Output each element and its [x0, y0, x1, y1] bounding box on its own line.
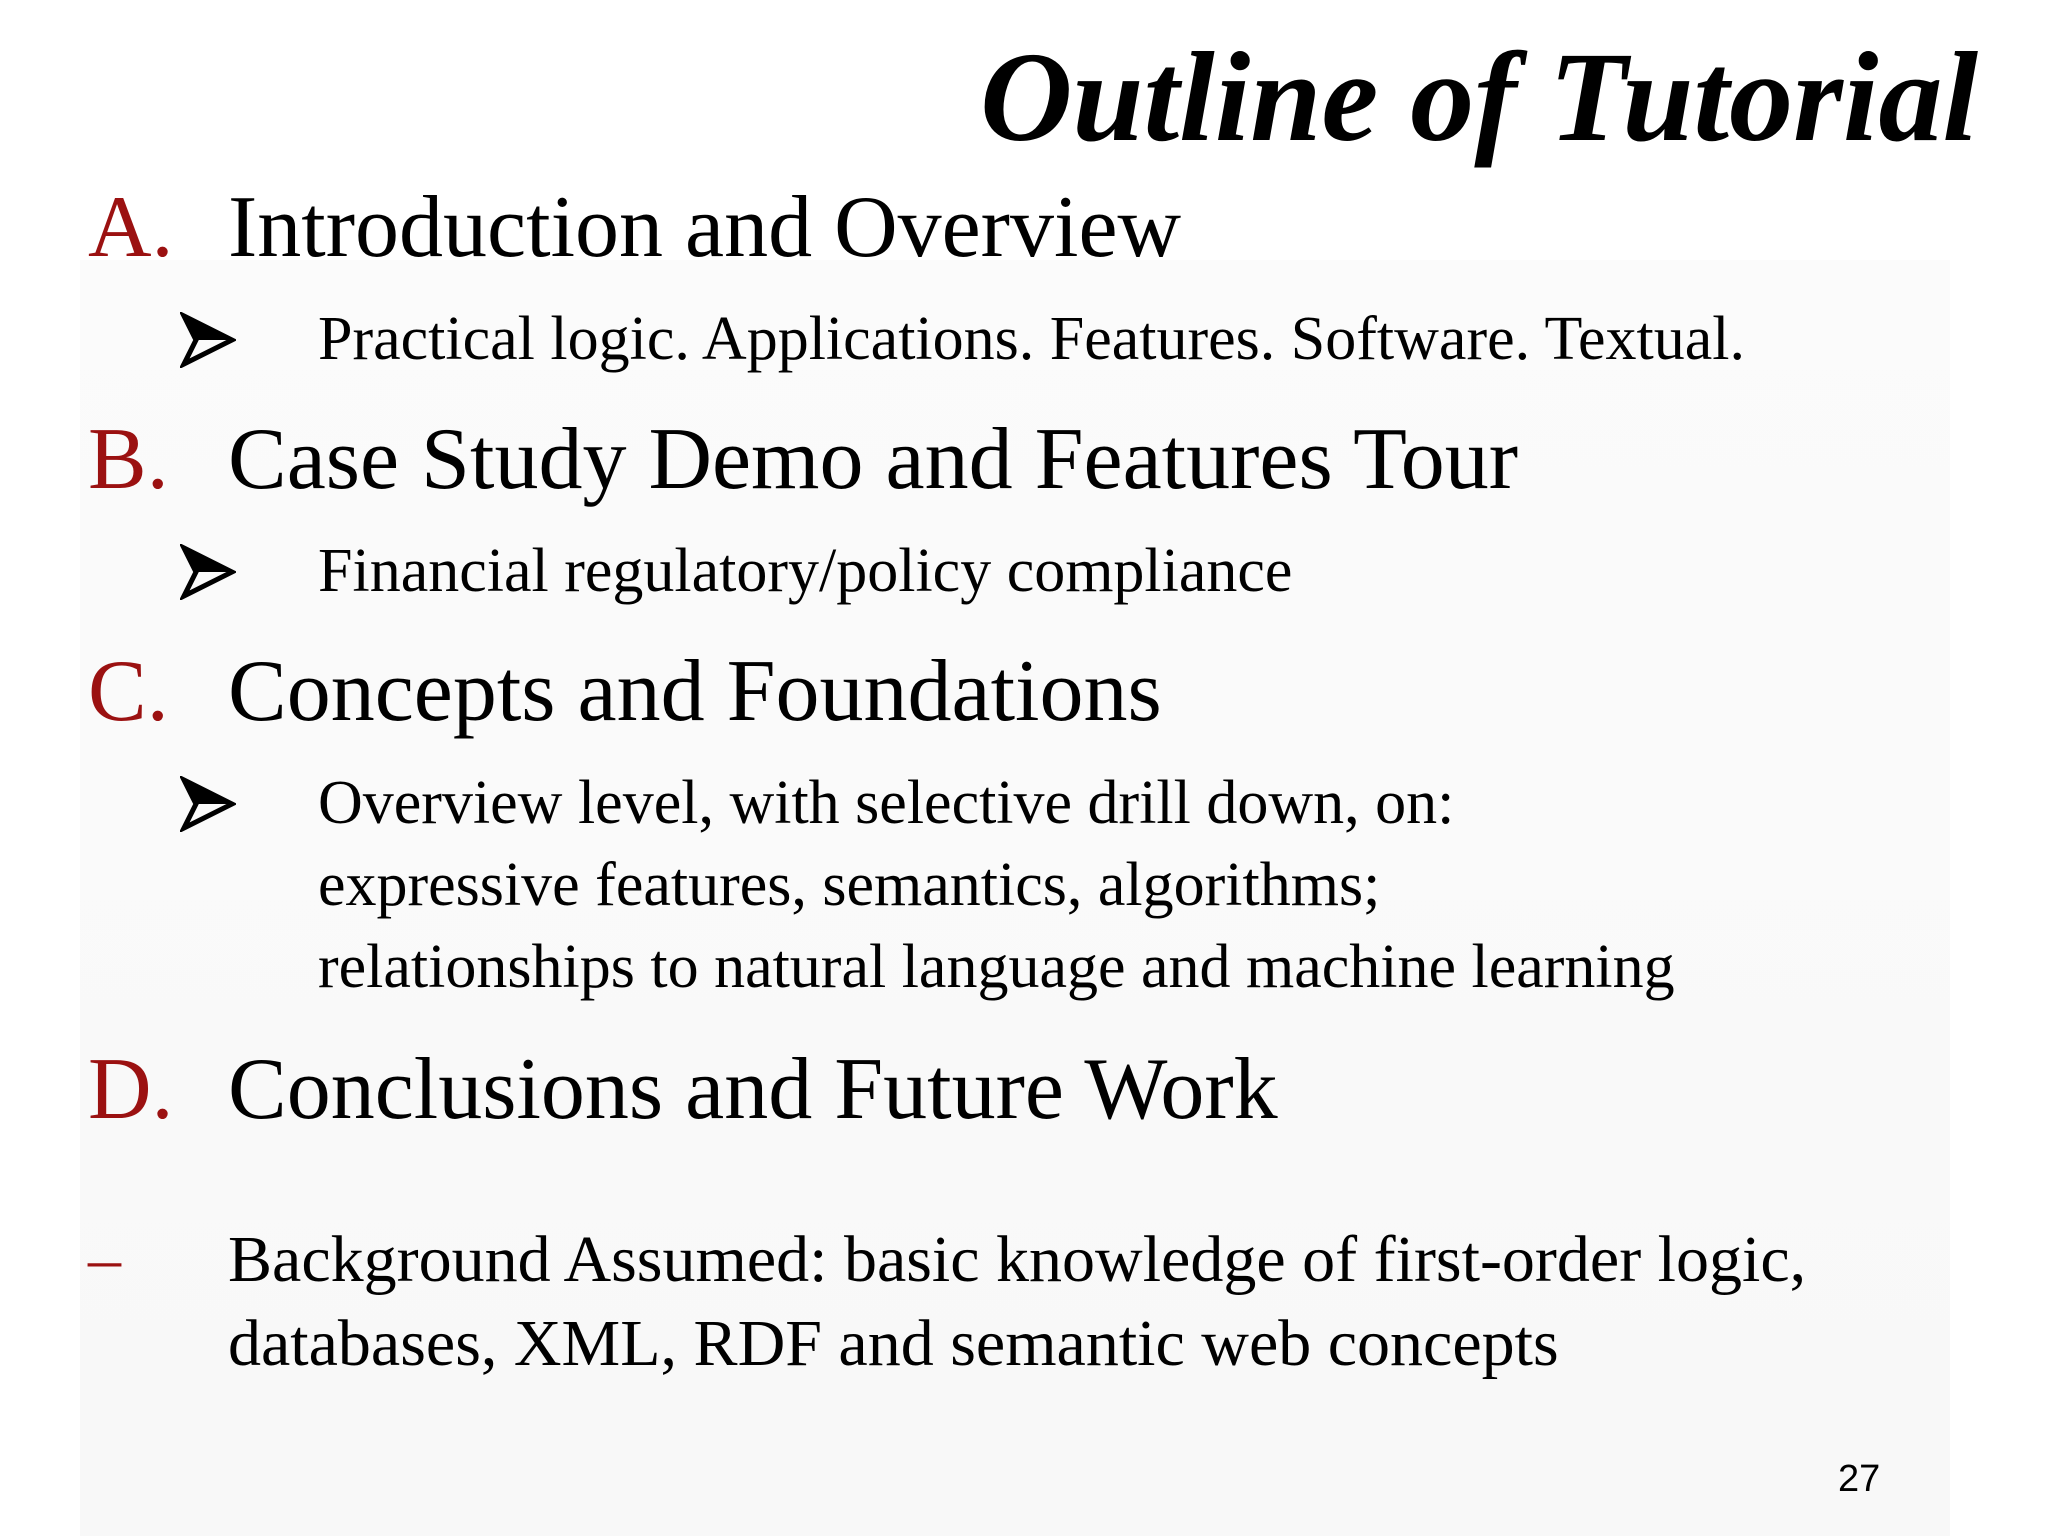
slide-title: Outline of Tutorial: [979, 26, 1978, 168]
bullet-line: relationships to natural language and machine learning: [318, 933, 1675, 1001]
note-line: Background Assumed: basic knowledge of first-order logic,: [228, 1223, 1807, 1296]
page-number: 27: [1838, 1458, 1881, 1500]
bullet-line: Overview level, with selective drill down, on:: [318, 769, 1455, 837]
arrowhead-bullet-icon: [180, 312, 236, 368]
bullet-line: expressive features, semantics, algorithms;: [318, 851, 1381, 919]
section-marker: B.: [88, 411, 169, 508]
section-marker: C.: [88, 643, 169, 740]
note-marker: –: [88, 1222, 121, 1295]
section-heading: Case Study Demo and Features Tour: [228, 411, 1519, 508]
arrowhead-bullet-icon: [180, 544, 236, 600]
note-line: databases, XML, RDF and semantic web concepts: [228, 1307, 1559, 1380]
bullet-line: Financial regulatory/policy compliance: [318, 537, 1293, 605]
bullet-line: Practical logic. Applications. Features. Software. Textual.: [318, 305, 1746, 373]
section-marker: A.: [88, 179, 174, 276]
section-heading: Conclusions and Future Work: [228, 1041, 1278, 1138]
section-heading: Concepts and Foundations: [228, 643, 1162, 740]
arrowhead-bullet-icon: [180, 776, 236, 832]
section-marker: D.: [88, 1041, 174, 1138]
section-heading: Introduction and Overview: [228, 179, 1182, 276]
